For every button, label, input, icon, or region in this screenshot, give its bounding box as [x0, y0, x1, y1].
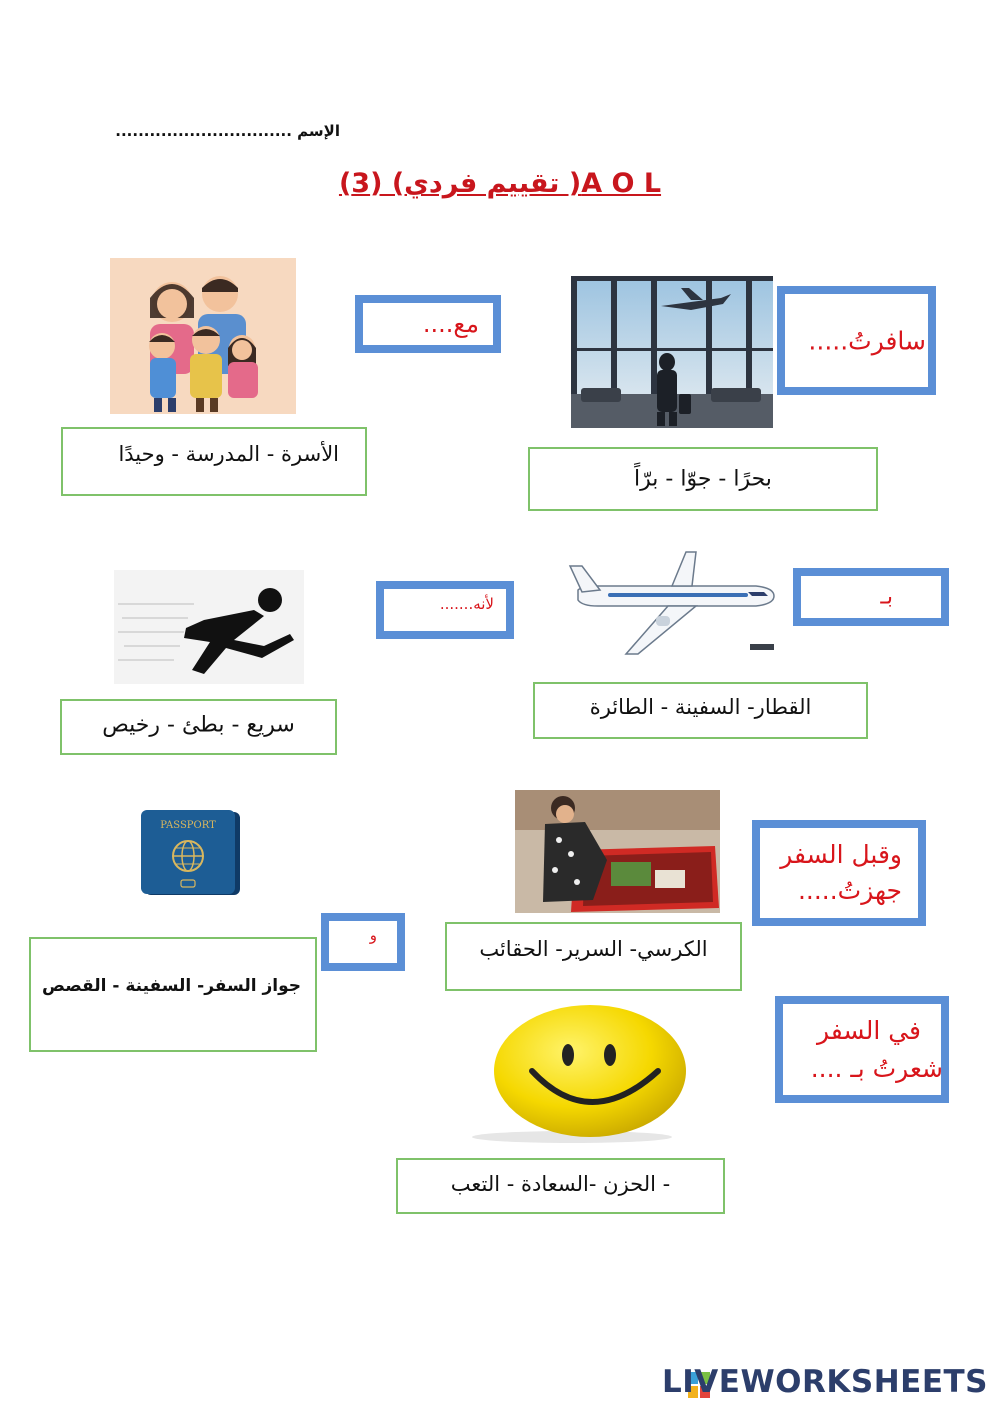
with-prompt-box[interactable]: [355, 295, 501, 353]
because-prompt-box[interactable]: [376, 581, 514, 639]
name-line: [115, 122, 340, 140]
name-dots[interactable]: ...............................: [115, 122, 292, 140]
page-title: A O L( تقييم فردي) (3): [338, 168, 662, 199]
packed-options[interactable]: [445, 922, 742, 991]
before-prompt-box[interactable]: [752, 820, 926, 926]
packed-text: الكرسي- السرير- الحقائب: [479, 936, 708, 961]
feeling-line-1: في السفر: [816, 1015, 921, 1045]
by-prompt: بـ: [880, 584, 893, 610]
smiley-ball-image: [450, 1003, 695, 1143]
documents-options[interactable]: [29, 937, 317, 1052]
travel-mode-text: بحرًا - جوّا - برّاً: [634, 466, 772, 492]
before-prompt: [752, 837, 926, 909]
airport-traveler-image: [571, 276, 773, 428]
feeling-text: - الحزن -السعادة - التعب: [450, 1171, 671, 1196]
traveled-prompt: سافرتُ.....: [808, 326, 926, 355]
vehicle-options[interactable]: [533, 682, 868, 739]
before-line-2: جهزتُ.....: [797, 876, 902, 905]
vehicle-text: القطار- السفينة - الطائرة: [589, 695, 812, 720]
because-prompt: لأنه.......: [439, 595, 494, 614]
packing-suitcase-image: [515, 790, 720, 913]
documents-text: جواز السفر- السفينة - القصص: [42, 975, 301, 996]
companions-text: الأسرة - المدرسة - وحيدًا: [118, 441, 339, 466]
feeling-prompt: [775, 1012, 949, 1088]
passport-label: PASSPORT: [160, 820, 216, 831]
before-line-1: وقبل السفر: [780, 840, 902, 869]
name-label: الإسم: [297, 122, 340, 140]
with-prompt: مع....: [422, 310, 479, 338]
by-prompt-box[interactable]: [793, 568, 949, 626]
runner-icon: [114, 570, 304, 684]
traveled-prompt-box[interactable]: [777, 286, 936, 395]
passport-image: [141, 810, 242, 896]
family-image: [110, 258, 296, 414]
travel-mode-options[interactable]: [528, 447, 878, 511]
feeling-prompt-box[interactable]: [775, 996, 949, 1103]
companions-options[interactable]: [61, 427, 367, 496]
feeling-line-2: شعرتُ بـ ....: [810, 1053, 943, 1083]
reason-options[interactable]: [60, 699, 337, 755]
and-prompt-box[interactable]: [321, 913, 405, 971]
liveworksheets-brand: LIVEWORKSHEETS: [662, 1364, 988, 1400]
and-prompt: و: [369, 926, 377, 945]
feeling-options[interactable]: [396, 1158, 725, 1214]
airplane-image: [568, 550, 778, 658]
reason-text: سريع - بطئ - رخيص: [102, 712, 295, 738]
